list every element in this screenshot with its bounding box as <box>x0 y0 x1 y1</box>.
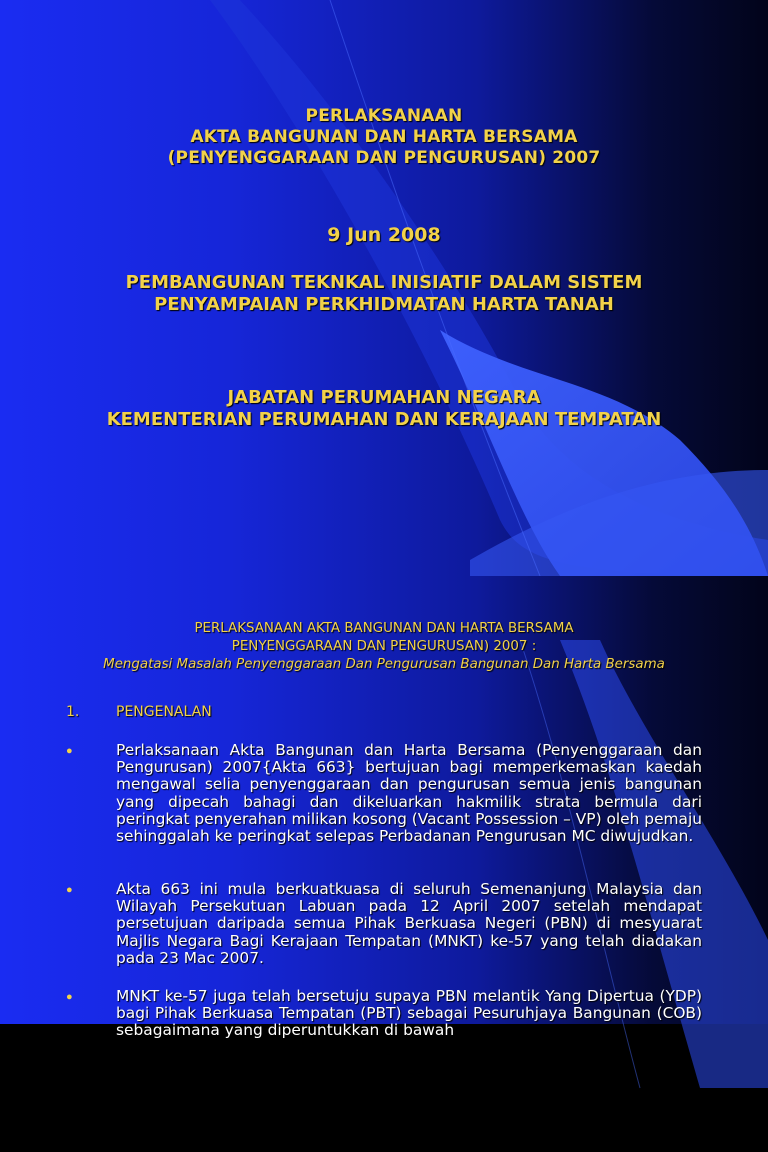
paragraph: MNKT ke-57 juga telah bersetuju supaya PBN melantik Yang Dipertua (YDP) bagi Pihak Berkuasa Tempatan (PBT) sebagai Pesuruhjaya Bangunan (COB) sebagaimana yang diperuntukkan di bawah <box>116 987 702 1040</box>
section-number: 1. <box>66 704 80 720</box>
content-slide <box>0 576 768 1040</box>
section-title: PENGENALAN <box>116 704 212 720</box>
slide-subheading: Mengatasi Masalah Penyenggaraan Dan Pengurusan Bangunan Dan Harta Bersama <box>103 657 665 672</box>
title-line: (PENYENGGARAAN DAN PENGURUSAN) 2007 <box>167 148 601 168</box>
slide-heading <box>0 620 768 674</box>
heading-line: PENYENGGARAAN DAN PENGURUSAN) 2007 : <box>231 639 537 654</box>
paragraph: Perlaksanaan Akta Bangunan dan Harta Bersama (Penyenggaraan dan Pengurusan) 2007{Akta 663} bertujuan bagi memperkemaskan kaedah mengawal selia penyenggaraan dan pengurusan semua jenis bangunan yang dipecah bahagi dan dikeluarkan hakmilik strata bermula dari peringkat penyerahan milikan kosong (Vacant Possession – VP) oleh pemaju sehinggalah ke peringkat selepas Perbadanan Pengurusan MC diwujudkan. <box>116 741 702 846</box>
presentation-date: 9 Jun 2008 <box>327 224 441 246</box>
bullet-icon: ● <box>66 745 73 757</box>
paragraph: Akta 663 ini mula berkuatkuasa di seluruh Semenanjung Malaysia dan Wilayah Persekutuan Labuan pada 12 April 2007 setelah mendapat persetujuan daripada semua Pihak Berkuasa Negeri (PBN) di mesyuarat Majlis Negara Bagi Kerajaan Tempatan (MNKT) ke-57 yang telah diadakan pada 23 Mac 2007. <box>116 880 702 967</box>
title-line: PERLAKSANAAN <box>305 106 463 126</box>
topic-line: PENYAMPAIAN PERKHIDMATAN HARTA TANAH <box>154 294 614 315</box>
agency-line: JABATAN PERUMAHAN NEGARA <box>227 387 541 408</box>
title-line: AKTA BANGUNAN DAN HARTA BERSAMA <box>190 127 578 147</box>
heading-line: PERLAKSANAAN AKTA BANGUNAN DAN HARTA BERSAMA <box>194 621 574 636</box>
presentation-topic <box>0 272 768 316</box>
topic-line: PEMBANGUNAN TEKNKAL INISIATIF DALAM SISTEM <box>125 272 643 293</box>
bullet-icon: ● <box>66 991 73 1003</box>
agency-line: KEMENTERIAN PERUMAHAN DAN KERAJAAN TEMPATAN <box>106 409 662 430</box>
presenting-agency <box>0 387 768 431</box>
presentation-title <box>0 106 768 169</box>
bullet-icon: ● <box>66 884 73 896</box>
